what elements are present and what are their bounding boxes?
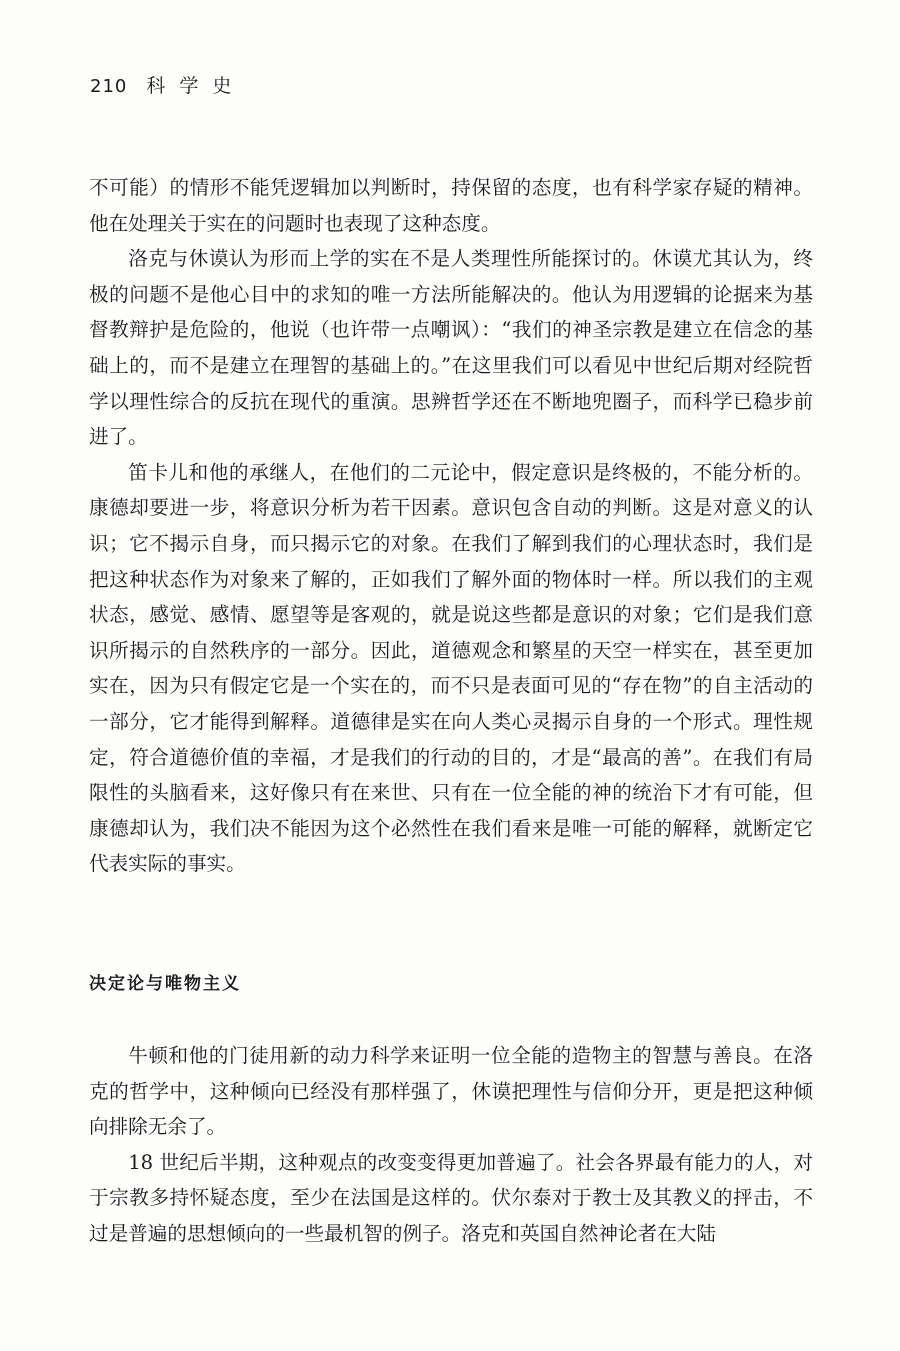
paragraph: 18 世纪后半期，这种观点的改变变得更加普遍了。社会各界最有能力的人，对于宗教多持怀疑态度，至少在法国是这样的。伏尔泰对于教士及其教义的抨击，不过是普遍的思想倾向的一些最机智的例子。洛克和英国自然神论者在大陆 <box>89 1150 813 1245</box>
page-number: 210 <box>90 76 128 97</box>
book-title: 科学史 <box>146 75 246 97</box>
paragraph: 牛顿和他的门徒用新的动力科学来证明一位全能的造物主的智慧与善良。在洛克的哲学中，这种倾向已经没有那样强了，休谟把理性与信仰分开，更是把这种倾向排除无余了。 <box>89 1044 813 1139</box>
running-head <box>90 74 245 99</box>
body-text-section-1 <box>89 170 813 882</box>
paragraph: 洛克与休谟认为形而上学的实在不是人类理性所能探讨的。休谟尤其认为，终极的问题不是他心目中的求知的唯一方法所能解决的。他认为用逻辑的论据来为基督教辩护是危险的，他说（也许带一点嘲讽）：“我们的神圣宗教是建立在信念的基础上的，而不是建立在理智的基础上的。”在这里我们可以看见中世纪后期对经院哲学以理性综合的反抗在现代的重演。思辨哲学还在不断地兜圈子，而科学已稳步前进了。 <box>89 247 813 449</box>
paragraph-continued: 不可能）的情形不能凭逻辑加以判断时，持保留的态度，也有科学家存疑的精神。他在处理关于实在的问题时也表现了这种态度。 <box>89 176 813 235</box>
paragraph: 笛卡儿和他的承继人，在他们的二元论中，假定意识是终极的，不能分析的。康德却要进一步，将意识分析为若干因素。意识包含自动的判断。这是对意义的认识；它不揭示自身，而只揭示它的对象。在我们了解到我们的心理状态时，我们是把这种状态作为对象来了解的，正如我们了解外面的物体时一样。所以我们的主观状态，感觉、感情、愿望等是客观的，就是说这些都是意识的对象；它们是我们意识所揭示的自然秩序的一部分。因此，道德观念和繁星的天空一样实在，甚至更加实在，因为只有假定它是一个实在的，而不只是表面可见的“存在物”的自主活动的一部分，它才能得到解释。道德律是实在向人类心灵揭示自身的一个形式。理性规定，符合道德价值的幸福，才是我们的行动的目的，才是“最高的善”。在我们有局限性的头脑看来，这好像只有在来世、只有在一位全能的神的统治下才有可能，但康德却认为，我们决不能因为这个必然性在我们看来是唯一可能的解释，就断定它代表实际的事实。 <box>89 460 813 876</box>
body-text-section-2 <box>89 1038 813 1252</box>
section-heading: 决定论与唯物主义 <box>89 974 241 994</box>
